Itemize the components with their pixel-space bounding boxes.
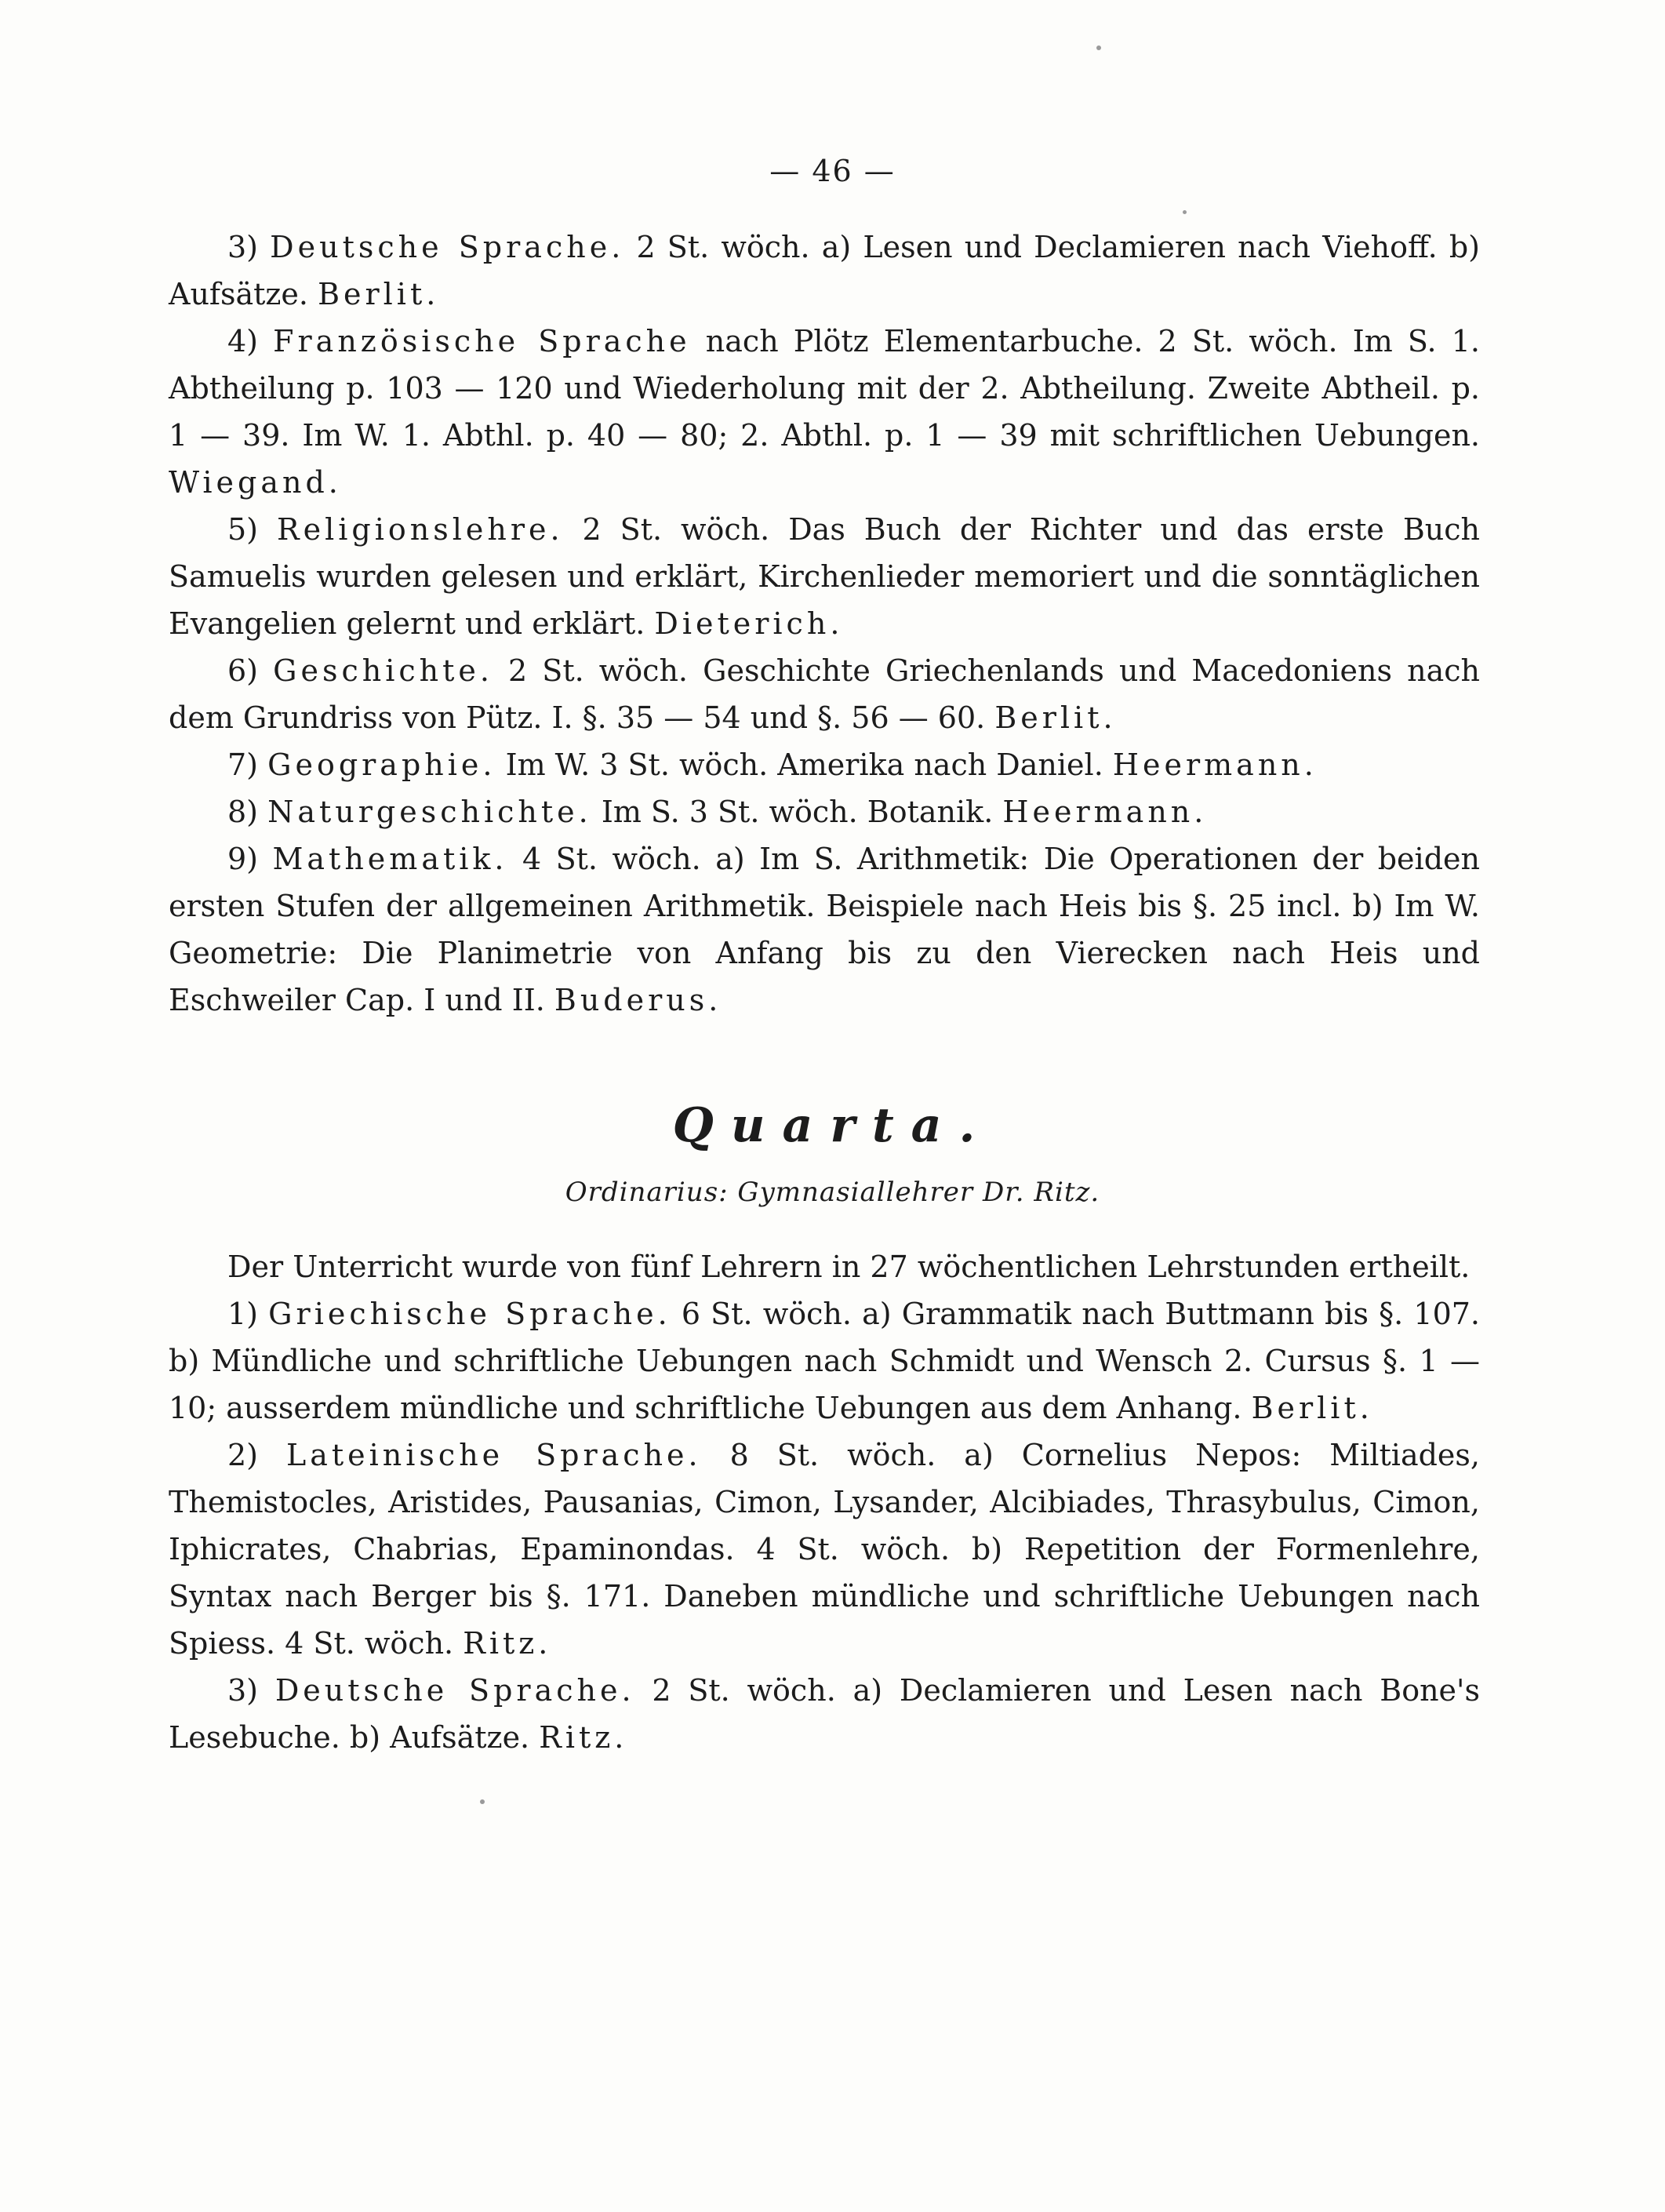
page-number: — 46 — [769,154,896,188]
teacher-name: Heermann. [1112,748,1318,782]
paragraph-deutsche-sprache: 3) Deutsche Sprache. 2 St. wöch. a) Lesen und Declamieren nach Viehoff. b) Aufsätze. Berlit. [169,230,1480,311]
teacher-name: Ritz. [539,1720,628,1755]
paragraph-geschichte: 6) Geschichte. 2 St. wöch. Geschichte Griechenlands und Macedoniens nach dem Grundriss von Pütz. I. §. 35 — 54 und §. 56 — 60. Berlit. [169,653,1480,735]
paragraph-griechische-sprache: 1) Griechische Sprache. 6 St. wöch. a) Grammatik nach Buttmann bis §. 107. b) Mündliche und schriftliche Uebungen nach Schmidt und Wensch 2. Cursus §. 1 — 10; ausserdem mündliche und schriftliche Uebungen aus dem Anhang. Berlit. [169,1297,1480,1425]
teacher-name: Buderus. [554,983,722,1017]
paragraph-deutsche-sprache-quarta: 3) Deutsche Sprache. 2 St. wöch. a) Declamieren und Lesen nach Bone's Lesebuche. b) Aufsätze. Ritz. [169,1673,1480,1755]
teacher-name: Heermann. [1002,795,1208,829]
teacher-name: Berlit. [318,277,440,311]
section-heading: Quarta. [672,1098,993,1153]
ordinarius-line: Ordinarius: Gymnasiallehrer Dr. Ritz. [565,1177,1100,1208]
paragraph-geographie: 7) Geographie. Im W. 3 St. wöch. Amerika nach Daniel. Heermann. [227,748,1318,782]
paragraph-franzoesische-sprache: 4) Französische Sprache nach Plötz Elementarbuche. 2 St. wöch. Im S. 1. Abtheilung p. 103 — 120 und Wiederholung mit der 2. Abtheilung. Zweite Abtheil. p. 1 — 39. Im W. 1. Abthl. p. 40 — 80; 2. Abthl. p. 1 — 39 mit schriftlichen Uebungen. Wiegand. [169,324,1480,500]
paragraph-mathematik: 9) Mathematik. 4 St. wöch. a) Im S. Arithmetik: Die Operationen der beiden ersten Stufen der allgemeinen Arithmetik. Beispiele nach Heis bis §. 25 incl. b) Im W. Geometrie: Die Planimetrie von Anfang bis zu den Vierecken nach Heis und Eschweiler Cap. I und II. Buderus. [169,842,1480,1017]
teacher-name: Wiegand. [169,465,342,500]
paragraph-religionslehre: 5) Religionslehre. 2 St. wöch. Das Buch der Richter und das erste Buch Samuelis wurden gelesen und erklärt, Kirchenlieder memoriert und die sonntäglichen Evangelien gelernt und erklärt. Dieterich. [169,512,1480,641]
intro-paragraph: Der Unterricht wurde von fünf Lehrern in 27 wöchentlichen Lehrstunden ertheilt. [227,1250,1471,1284]
paper-speck [480,1799,485,1804]
teacher-name: Berlit. [1251,1391,1373,1425]
lower-section [169,1243,1480,1761]
teacher-name: Berlit. [994,700,1117,735]
paper-speck [1096,45,1101,50]
paper-speck [1183,210,1187,214]
paragraph-naturgeschichte: 8) Naturgeschichte. Im S. 3 St. wöch. Botanik. Heermann. [227,795,1208,829]
teacher-name: Ritz. [463,1626,552,1661]
upper-section [169,224,1480,1024]
paragraph-lateinische-sprache: 2) Lateinische Sprache. 8 St. wöch. a) Cornelius Nepos: Miltiades, Themistocles, Aristides, Pausanias, Cimon, Lysander, Alcibiades, Thrasybulus, Cimon, Iphicrates, Chabrias, Epaminondas. 4 St. wöch. b) Repetition der Formenlehre, Syntax nach Berger bis §. 171. Daneben mündliche und schriftliche Uebungen nach Spiess. 4 St. wöch. Ritz. [169,1438,1480,1661]
teacher-name: Dieterich. [654,606,844,641]
